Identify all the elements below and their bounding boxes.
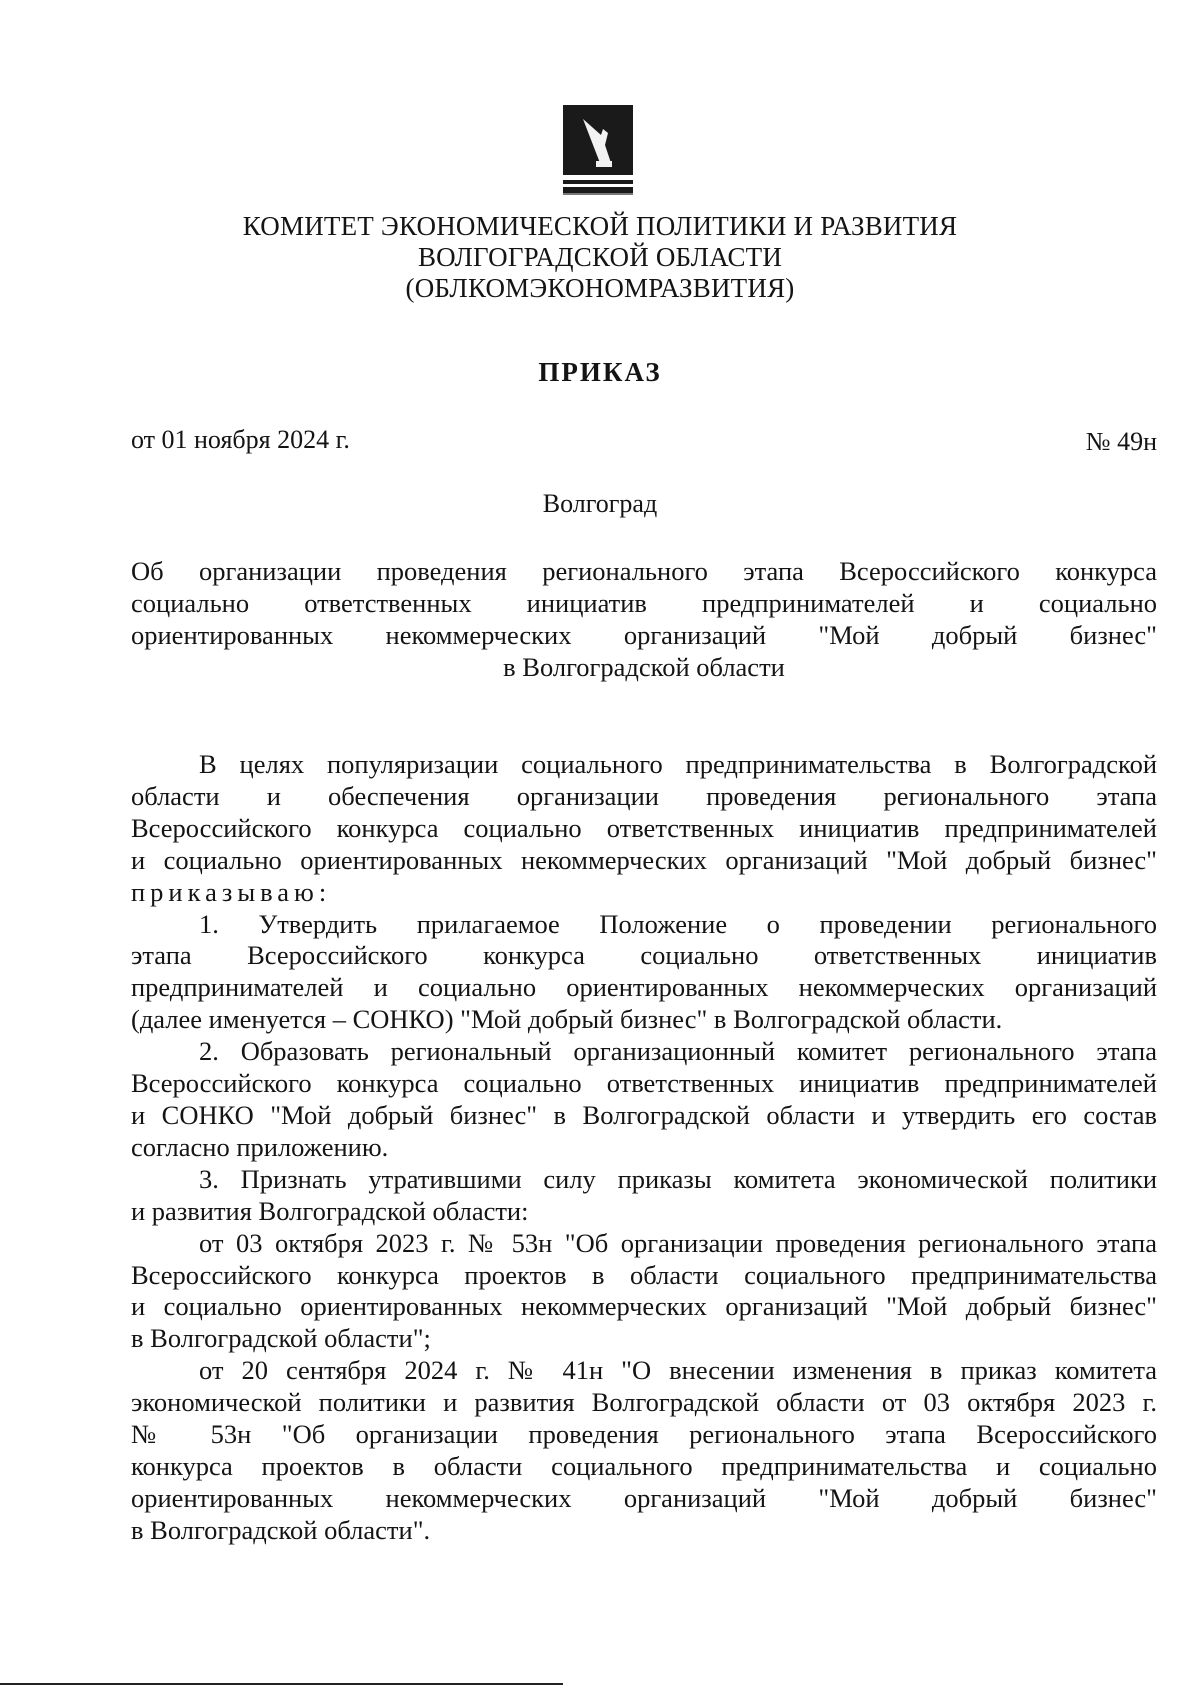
- body-line: 2. Образовать региональный организационный комитет регионального этапа: [199, 1036, 1157, 1067]
- body-line: от 20 сентября 2024 г. № 41н "О внесении изменения в приказ комитета: [199, 1355, 1157, 1386]
- subject-line: Об организации проведения регионального этапа Всероссийского конкурса: [131, 556, 1157, 586]
- document-number: № 49н: [1085, 427, 1157, 456]
- volgograd-coat-of-arms-icon: [563, 105, 633, 195]
- subject-line: социально ответственных инициатив предпринимателей и социально: [131, 588, 1157, 618]
- body-line: и социально ориентированных некоммерческих организаций "Мой добрый бизнес": [131, 844, 1157, 875]
- body-line: этапа Всероссийского конкурса социально ответственных инициатив: [131, 940, 1157, 971]
- body-line: области и обеспечения организации проведения регионального этапа: [131, 780, 1157, 811]
- body-line: и социально ориентированных некоммерческих организаций "Мой добрый бизнес": [131, 1291, 1157, 1322]
- organization-title: [0, 211, 1200, 304]
- body-line: и СОНКО "Мой добрый бизнес" в Волгоградской области и утвердить его состав: [131, 1099, 1157, 1130]
- document-type: ПРИКАЗ: [538, 357, 662, 387]
- body-line: 1. Утвердить прилагаемое Положение о проведении регионального: [199, 908, 1157, 939]
- body-line: в Волгоградской области";: [131, 1323, 431, 1354]
- org-title-line: ВОЛГОГРАДСКОЙ ОБЛАСТИ: [417, 242, 783, 272]
- body-line-directive: приказываю:: [131, 876, 332, 907]
- body-line: № 53н "Об организации проведения регионального этапа Всероссийского: [131, 1419, 1157, 1450]
- body-line: конкурса проектов в области социального предпринимательства и социально: [131, 1450, 1157, 1481]
- org-title-line: (ОБЛКОМЭКОНОМРАЗВИТИЯ): [405, 273, 795, 303]
- subject-line: ориентированных некоммерческих организаций "Мой добрый бизнес": [131, 620, 1157, 650]
- document-subject: [131, 555, 1157, 683]
- subject-line: в Волгоградской области: [503, 652, 785, 682]
- body-line: Всероссийского конкурса проектов в области социального предпринимательства: [131, 1259, 1157, 1290]
- body-line: ориентированных некоммерческих организаций "Мой добрый бизнес": [131, 1482, 1157, 1513]
- body-line: от 03 октября 2023 г. № 53н "Об организации проведения регионального этапа: [199, 1227, 1157, 1258]
- org-title-line: КОМИТЕТ ЭКОНОМИЧЕСКОЙ ПОЛИТИКИ И РАЗВИТИЯ: [242, 211, 958, 241]
- body-line: согласно приложению.: [131, 1131, 389, 1162]
- document-body: [131, 749, 1157, 1547]
- body-line: Всероссийского конкурса социально ответственных инициатив предпринимателей: [131, 812, 1157, 843]
- body-line: экономической политики и развития Волгоградской области от 03 октября 2023 г.: [131, 1387, 1157, 1418]
- coat-of-arms-emblem: [563, 105, 633, 195]
- document-city: Волгоград: [542, 489, 658, 518]
- body-line: в Волгоградской области".: [131, 1514, 431, 1545]
- body-line: предпринимателей и социально ориентированных некоммерческих организаций: [131, 972, 1157, 1003]
- body-line: 3. Признать утратившими силу приказы комитета экономической политики: [199, 1163, 1157, 1194]
- body-line: В целях популяризации социального предпринимательства в Волгоградской: [199, 749, 1157, 779]
- scan-edge-line: [0, 1683, 563, 1685]
- body-line: (далее именуется – СОНКО) "Мой добрый бизнес" в Волгоградской области.: [131, 1004, 1003, 1035]
- document-date: от 01 ноября 2024 г.: [131, 425, 350, 454]
- body-line: Всероссийского конкурса социально ответственных инициатив предпринимателей: [131, 1068, 1157, 1099]
- body-line: и развития Волгоградской области:: [131, 1195, 529, 1226]
